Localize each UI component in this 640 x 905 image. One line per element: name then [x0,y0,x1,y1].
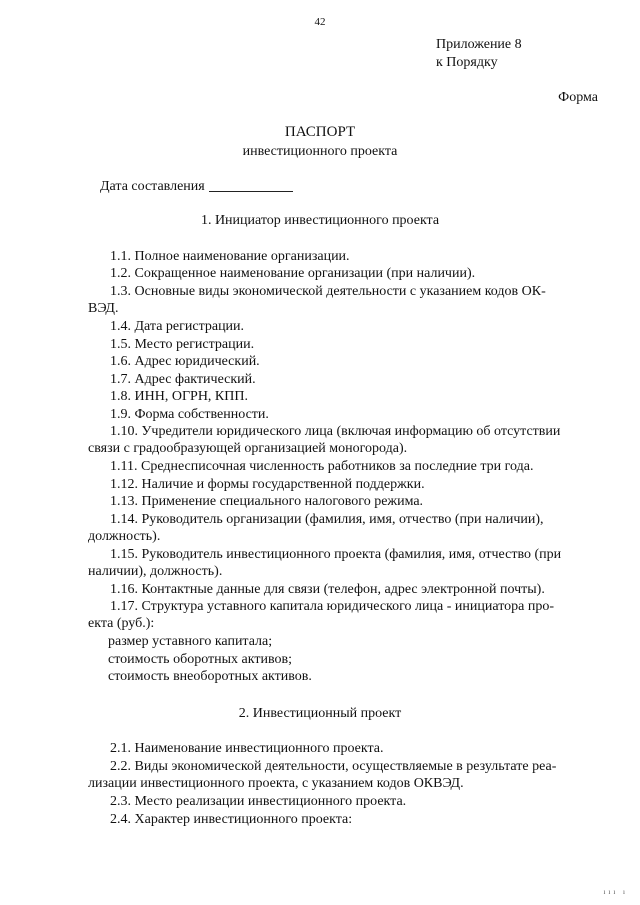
item-1-8: 1.8. ИНН, ОГРН, КПП. [110,389,248,404]
item-1-15: 1.15. Руководитель инвестиционного проекта (фамилия, имя, отчество (при наличии), должность). [88,547,562,579]
date-label: Дата составления [100,179,205,194]
document-title: ПАСПОРТ [284,124,356,140]
item-1-12: 1.12. Наличие и формы государственной поддержки. [110,477,425,492]
item-1-7: 1.7. Адрес фактический. [110,372,256,387]
item-1-2: 1.2. Сокращенное наименование организации (при наличии). [110,266,476,281]
document-subtitle: инвестиционного проекта [242,144,398,159]
section-2-heading: 2. Инвестиционный проект [238,706,402,721]
item-1-10: 1.10. Учредители юридического лица (включая информацию об отсутствии связи с градообразующей организацией моногорода). [88,424,561,456]
item-1-1: 1.1. Полное наименование организации. [110,249,350,264]
sub-item-current-assets: стоимость оборотных активов; [108,652,292,667]
corner-mark: ııı ı [603,888,628,896]
section-1-heading: 1. Инициатор инвестиционного проекта [200,213,440,228]
page-number: 42 [314,16,326,28]
item-2-4: 2.4. Характер инвестиционного проекта: [110,812,353,827]
item-2-1: 2.1. Наименование инвестиционного проекта. [110,741,384,756]
appendix-line-2: к Порядку [436,55,498,70]
item-1-5: 1.5. Место регистрации. [110,337,255,352]
item-1-13: 1.13. Применение специального налогового режима. [110,494,424,509]
date-field [100,177,293,195]
item-1-14: 1.14. Руководитель организации (фамилия, имя, отчество (при наличии), должность). [88,512,544,544]
item-1-6: 1.6. Адрес юридический. [110,354,260,369]
item-1-16: 1.16. Контактные данные для связи (телефон, адрес электронной почты). [110,582,545,597]
date-blank-line [209,177,293,192]
sub-item-noncurrent-assets: стоимость внеоборотных активов. [108,669,312,684]
item-1-17: 1.17. Структура уставного капитала юридического лица - инициатора про- екта (руб.): [88,599,554,631]
item-1-4: 1.4. Дата регистрации. [110,319,245,334]
item-2-2: 2.2. Виды экономической деятельности, осуществляемые в результате реа- лизации инвестиционного проекта, с указанием кодов ОКВЭД. [88,759,557,791]
item-2-3: 2.3. Место реализации инвестиционного проекта. [110,794,407,809]
appendix-note [436,36,522,72]
item-1-11: 1.11. Среднесписочная численность работников за последние три года. [110,459,534,474]
item-1-9: 1.9. Форма собственности. [110,407,269,422]
form-label: Форма [558,90,598,105]
sub-item-charter-capital: размер уставного капитала; [108,634,273,649]
item-1-3: 1.3. Основные виды экономической деятельности с указанием кодов ОК- ВЭД. [88,284,546,316]
appendix-line-1: Приложение 8 [436,37,522,52]
